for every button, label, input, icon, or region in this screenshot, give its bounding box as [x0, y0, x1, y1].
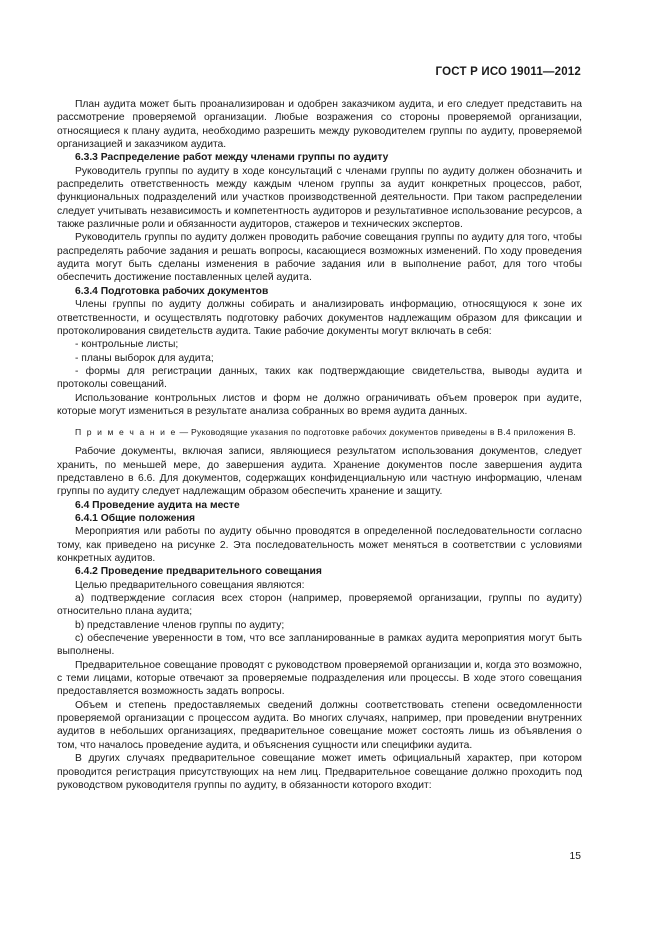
standard-header: ГОСТ Р ИСО 19011—2012: [435, 66, 581, 78]
paragraph: В других случаях предварительное совещание может иметь официальный характер, при котором проводится регистрация присутствующих на нем лиц. Предварительное совещание должно проходить под руководством руководителя группы по аудиту, в обязанности которого входит:: [57, 753, 582, 791]
paragraph: Объем и степень предоставляемых сведений должны соответствовать степени осведомленности проверяемой организации с процессом аудита. Во многих случаях, например, при проведении внутренних аудитов в небольших организациях, предварительное совещание может состоять лишь из объявления о том, что началось проведение аудита, и объяснения сущности или специфики аудита.: [57, 699, 582, 751]
paragraph: Мероприятия или работы по аудиту обычно проводятся в определенной последовательности согласно тому, как приведено на рисунке 2. Эта последовательность может меняться в соответствии с условиями конкретных аудитов.: [57, 526, 582, 564]
section-heading: 6.4 Проведение аудита на месте: [75, 499, 240, 511]
list-item: - планы выборок для аудита;: [75, 352, 214, 364]
list-item: с) обеспечение уверенности в том, что все запланированные в рамках аудита мероприятия могут быть выполнены.: [57, 633, 582, 658]
paragraph: Целью предварительного совещания являются:: [75, 579, 305, 591]
paragraph: Использование контрольных листов и форм не должно ограничивать объем проверок при аудите, которые могут измениться в результате анализа собранных во время аудита данных.: [57, 392, 582, 417]
list-item: b) представление членов группы по аудиту;: [75, 619, 285, 631]
list-item: а) подтверждение согласия всех сторон (например, проверяемой организации, группы по аудиту) относительно плана аудита;: [57, 593, 582, 618]
paragraph: Члены группы по аудиту должны собирать и анализировать информацию, относящуюся к зоне их ответственности, и осуществлять подготовку рабочих документов надлежащим образом для фиксации и протоколирования свидетельств аудита. Такие рабочие документы могут включать в себя:: [57, 299, 582, 337]
note: [57, 426, 582, 438]
note-label: П р и м е ч а н и е: [75, 427, 177, 438]
paragraph: Рабочие документы, включая записи, являющиеся результатом использования документов, следует хранить, по меньшей мере, до завершения аудита. Хранение документов после завершения аудита представлено в 6.6. Для документов, содержащих конфиденциальную или частную информацию, членам группы по аудиту следует надлежащим образом обеспечить хранение и защиту.: [57, 446, 582, 498]
section-heading: 6.3.3 Распределение работ между членами группы по аудиту: [75, 152, 389, 164]
document-body: [57, 98, 582, 792]
list-item: - контрольные листы;: [75, 339, 179, 351]
paragraph: План аудита может быть проанализирован и одобрен заказчиком аудита, и его следует представить на рассмотрение проверяемой организации. Любые возражения со стороны проверяемой организации, относящиеся к плану аудита, необходимо разрешить между руководителем группы по аудиту, проверяемой организацией и заказчиком аудита.: [57, 99, 582, 151]
paragraph: Руководитель группы по аудиту в ходе консультаций с членами группы по аудиту должен обозначить и распределить ответственность между каждым членом группы за аудит конкретных процессов, работ, функциональных подразделений или участков производственной деятельности. При таком распределении следует учитывать независимость и компетентность аудиторов и результативное использование ресурсов, а также различные роли и обязанности аудиторов, стажеров и технических экспертов.: [57, 165, 582, 231]
section-heading: 6.3.4 Подготовка рабочих документов: [75, 285, 269, 297]
note-text: — Руководящие указания по подготовке рабочих документов приведены в В.4 приложения В.: [176, 427, 577, 438]
section-heading: 6.4.2 Проведение предварительного совещания: [75, 566, 322, 578]
list-item: - формы для регистрации данных, таких как подтверждающие свидетельства, выводы аудита и протоколы совещаний.: [57, 365, 582, 391]
paragraph: Предварительное совещание проводят с руководством проверяемой организации и, когда это возможно, с теми лицами, которые отвечают за проверяемые подразделения или процессы. В ходе этого совещания предоставляется возможность задать вопросы.: [57, 659, 582, 698]
paragraph: Руководитель группы по аудиту должен проводить рабочие совещания группы по аудиту для того, чтобы распределять рабочие задания и решать вопросы, касающиеся возможных изменений. По ходу проведения аудита могут быть сделаны изменения в рабочие задания или в выполнение работ, для того чтобы обеспечить достижение поставленных целей аудита.: [57, 232, 582, 284]
page-number: 15: [569, 851, 581, 862]
section-heading: 6.4.1 Общие положения: [75, 512, 195, 524]
